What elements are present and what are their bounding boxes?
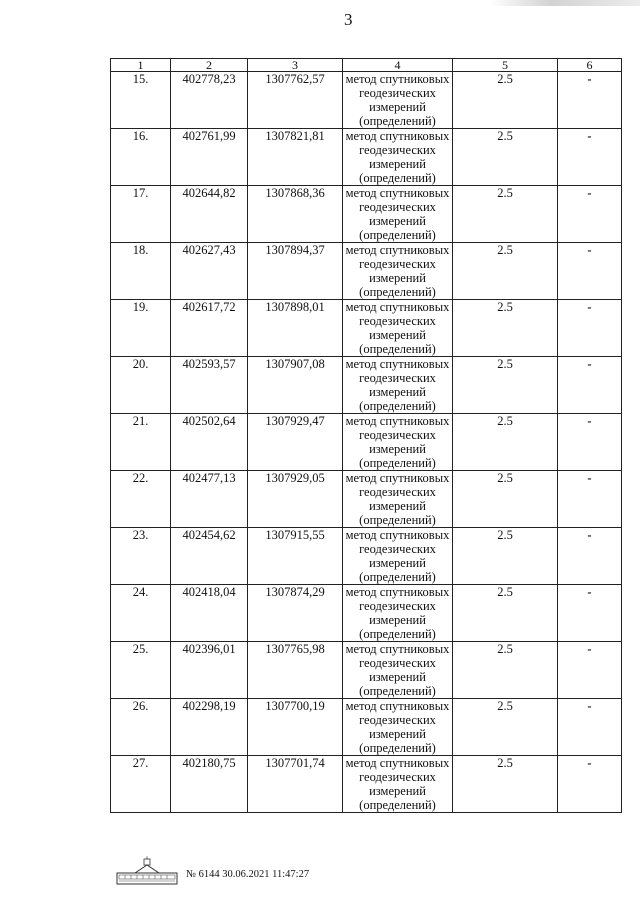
point-number-cell: 19.	[111, 300, 171, 357]
extra-value-cell: -	[558, 357, 622, 414]
extra-value-cell: -	[558, 699, 622, 756]
measurement-method-cell: метод спутниковых геодезических измерений (определений)	[343, 129, 453, 186]
coordinates-table	[110, 58, 622, 813]
x-coordinate-cell: 402627,43	[171, 243, 248, 300]
y-coordinate-cell: 1307915,55	[248, 528, 343, 585]
table-row	[111, 186, 622, 243]
x-coordinate-cell: 402502,64	[171, 414, 248, 471]
table-row	[111, 72, 622, 129]
y-coordinate-cell: 1307898,01	[248, 300, 343, 357]
point-number-cell: 21.	[111, 414, 171, 471]
table-row	[111, 528, 622, 585]
table-row	[111, 414, 622, 471]
extra-value-cell: -	[558, 585, 622, 642]
extra-value-cell: -	[558, 642, 622, 699]
accuracy-value-cell: 2.5	[453, 357, 558, 414]
measurement-method-cell: метод спутниковых геодезических измерений (определений)	[343, 300, 453, 357]
y-coordinate-cell: 1307929,47	[248, 414, 343, 471]
point-number-cell: 18.	[111, 243, 171, 300]
x-coordinate-cell: 402180,75	[171, 756, 248, 813]
extra-value-cell: -	[558, 300, 622, 357]
y-coordinate-cell: 1307700,19	[248, 699, 343, 756]
x-coordinate-cell: 402644,82	[171, 186, 248, 243]
measurement-method-cell: метод спутниковых геодезических измерений (определений)	[343, 585, 453, 642]
point-number-cell: 15.	[111, 72, 171, 129]
measurement-method-cell: метод спутниковых геодезических измерений (определений)	[343, 699, 453, 756]
column-header: 6	[558, 59, 622, 72]
measurement-method-cell: метод спутниковых геодезических измерений (определений)	[343, 186, 453, 243]
measurement-method-cell: метод спутниковых геодезических измерений (определений)	[343, 756, 453, 813]
x-coordinate-cell: 402761,99	[171, 129, 248, 186]
accuracy-value-cell: 2.5	[453, 471, 558, 528]
column-header: 2	[171, 59, 248, 72]
x-coordinate-cell: 402298,19	[171, 699, 248, 756]
point-number-cell: 22.	[111, 471, 171, 528]
accuracy-value-cell: 2.5	[453, 528, 558, 585]
extra-value-cell: -	[558, 756, 622, 813]
column-header: 1	[111, 59, 171, 72]
x-coordinate-cell: 402593,57	[171, 357, 248, 414]
y-coordinate-cell: 1307765,98	[248, 642, 343, 699]
y-coordinate-cell: 1307907,08	[248, 357, 343, 414]
measurement-method-cell: метод спутниковых геодезических измерений (определений)	[343, 528, 453, 585]
measurement-method-cell: метод спутниковых геодезических измерений (определений)	[343, 357, 453, 414]
accuracy-value-cell: 2.5	[453, 243, 558, 300]
accuracy-value-cell: 2.5	[453, 756, 558, 813]
point-number-cell: 26.	[111, 699, 171, 756]
government-building-seal-icon	[115, 856, 179, 886]
accuracy-value-cell: 2.5	[453, 642, 558, 699]
point-number-cell: 16.	[111, 129, 171, 186]
table-row	[111, 756, 622, 813]
extra-value-cell: -	[558, 471, 622, 528]
extra-value-cell: -	[558, 528, 622, 585]
y-coordinate-cell: 1307868,36	[248, 186, 343, 243]
table-row	[111, 357, 622, 414]
registration-stamp: № 6144 30.06.2021 11:47:27	[186, 869, 310, 880]
measurement-method-cell: метод спутниковых геодезических измерений (определений)	[343, 72, 453, 129]
y-coordinate-cell: 1307701,74	[248, 756, 343, 813]
extra-value-cell: -	[558, 414, 622, 471]
accuracy-value-cell: 2.5	[453, 585, 558, 642]
page-number: 3	[344, 10, 353, 29]
column-header: 4	[343, 59, 453, 72]
y-coordinate-cell: 1307874,29	[248, 585, 343, 642]
extra-value-cell: -	[558, 243, 622, 300]
measurement-method-cell: метод спутниковых геодезических измерений (определений)	[343, 642, 453, 699]
accuracy-value-cell: 2.5	[453, 186, 558, 243]
measurement-method-cell: метод спутниковых геодезических измерений (определений)	[343, 243, 453, 300]
table-row	[111, 300, 622, 357]
accuracy-value-cell: 2.5	[453, 300, 558, 357]
scan-artifact	[490, 0, 640, 6]
extra-value-cell: -	[558, 129, 622, 186]
point-number-cell: 24.	[111, 585, 171, 642]
point-number-cell: 23.	[111, 528, 171, 585]
point-number-cell: 17.	[111, 186, 171, 243]
table-row	[111, 243, 622, 300]
extra-value-cell: -	[558, 186, 622, 243]
y-coordinate-cell: 1307821,81	[248, 129, 343, 186]
accuracy-value-cell: 2.5	[453, 72, 558, 129]
column-header: 3	[248, 59, 343, 72]
x-coordinate-cell: 402477,13	[171, 471, 248, 528]
table-row	[111, 585, 622, 642]
table-row	[111, 642, 622, 699]
x-coordinate-cell: 402454,62	[171, 528, 248, 585]
table-header-row	[111, 59, 622, 72]
table-row	[111, 699, 622, 756]
y-coordinate-cell: 1307894,37	[248, 243, 343, 300]
x-coordinate-cell: 402778,23	[171, 72, 248, 129]
accuracy-value-cell: 2.5	[453, 129, 558, 186]
table-row	[111, 471, 622, 528]
point-number-cell: 25.	[111, 642, 171, 699]
column-header: 5	[453, 59, 558, 72]
point-number-cell: 20.	[111, 357, 171, 414]
y-coordinate-cell: 1307762,57	[248, 72, 343, 129]
accuracy-value-cell: 2.5	[453, 699, 558, 756]
extra-value-cell: -	[558, 72, 622, 129]
x-coordinate-cell: 402396,01	[171, 642, 248, 699]
x-coordinate-cell: 402418,04	[171, 585, 248, 642]
accuracy-value-cell: 2.5	[453, 414, 558, 471]
measurement-method-cell: метод спутниковых геодезических измерений (определений)	[343, 414, 453, 471]
measurement-method-cell: метод спутниковых геодезических измерений (определений)	[343, 471, 453, 528]
table-row	[111, 129, 622, 186]
point-number-cell: 27.	[111, 756, 171, 813]
x-coordinate-cell: 402617,72	[171, 300, 248, 357]
y-coordinate-cell: 1307929,05	[248, 471, 343, 528]
